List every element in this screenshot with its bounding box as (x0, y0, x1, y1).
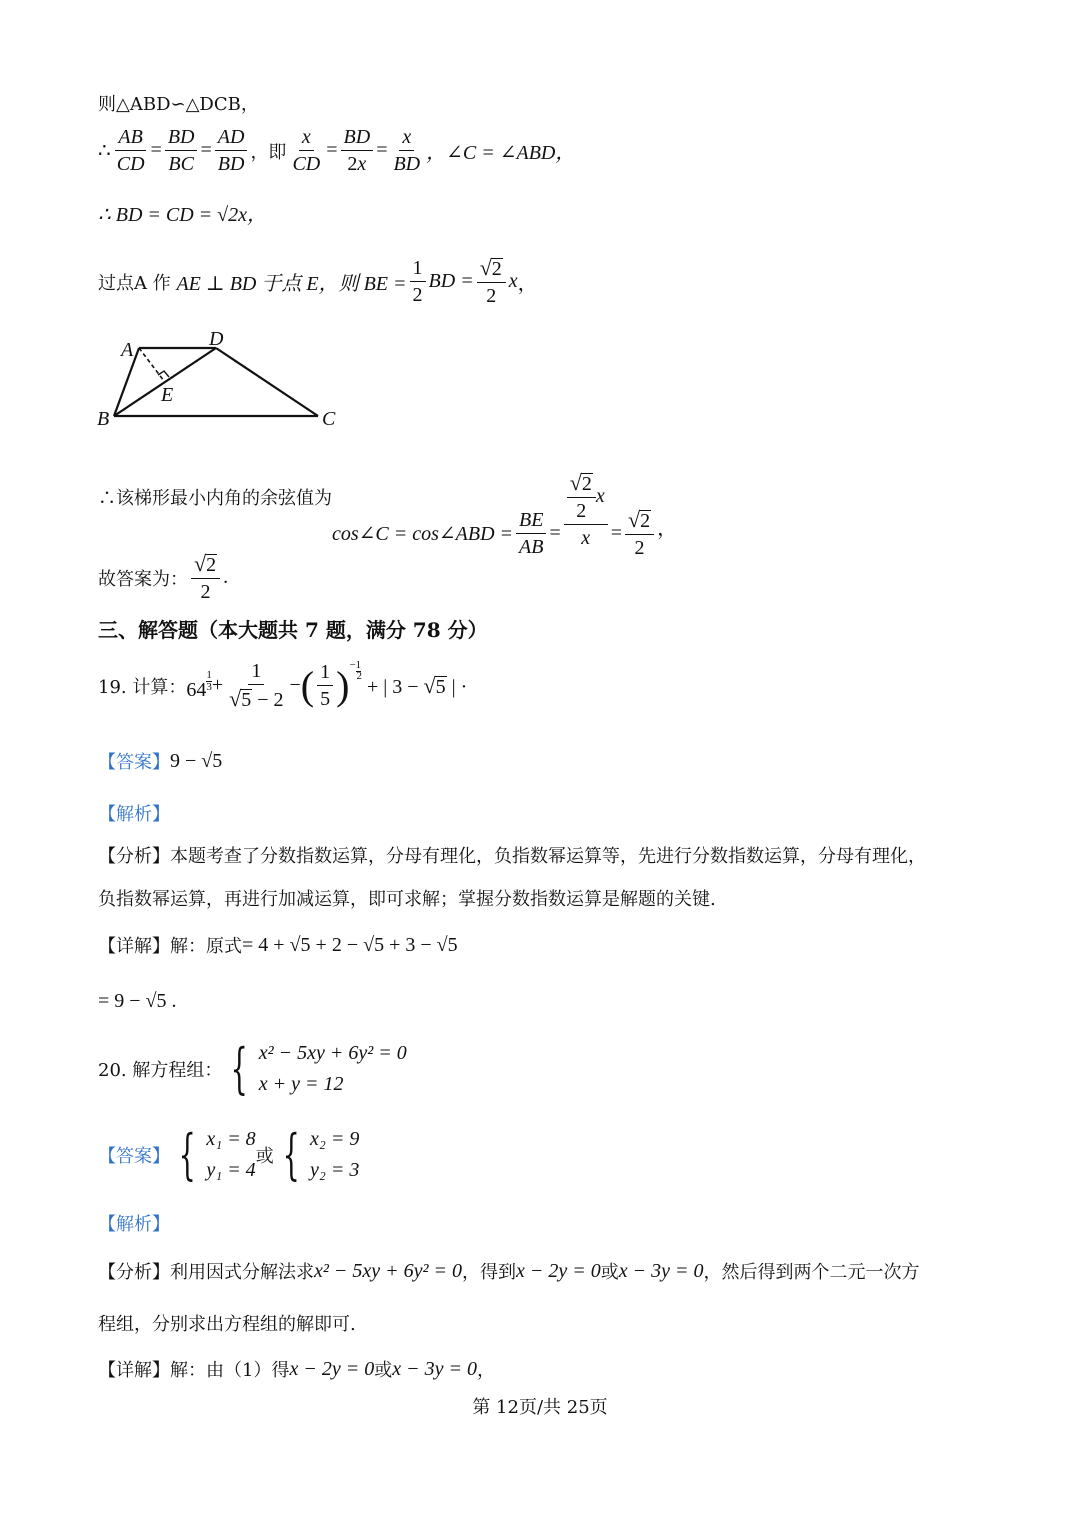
q20-or: 或 (255, 1146, 274, 1167)
q20-eq2: x + y = 12 (258, 1073, 344, 1095)
q20-fenxi-factor-1: x − 2y = 0 (516, 1259, 601, 1282)
label-d: D (209, 328, 224, 350)
fraction-1-over-5: $\frac{1}{5}$ (317, 661, 333, 710)
q20-line (98, 1037, 407, 1100)
proof-line-3 (98, 198, 267, 227)
q19-answer-value: 9 − √5 (170, 749, 223, 772)
q20-label: 20. 解方程组： (98, 1060, 223, 1081)
q20-solution-2: { x₂ = 9 y₂ = 3 (282, 1123, 360, 1186)
q20-detail-factor-1: x − 2y = 0 (289, 1357, 375, 1380)
q20-detail-line (98, 1356, 495, 1382)
trapezoid-figure (95, 325, 355, 435)
fraction-x-cd: $\frac{x}{CD}$ (292, 126, 321, 175)
cos-equality: cos∠C = cos∠ABD = (332, 523, 514, 546)
compound-fraction: $\frac{√2}{2}$ x x (564, 471, 608, 549)
q20-fenxi-text-g: ，然后得到两个二元一次方 (703, 1262, 920, 1283)
fraction-bd-bc: $\frac{BD}{BC}$ (165, 126, 198, 175)
q20-answer-line (98, 1123, 360, 1186)
q19-answer-line (98, 748, 222, 774)
q20-fenxi-text-a: 利用因式分解法求 (170, 1262, 314, 1283)
q19-fenxi-text-1: 本题考查了分数指数运算，分母有理化，负指数幂运算等，先进行分数指数运算，分母有理化， (170, 846, 926, 867)
q19-detail-line-1 (98, 932, 458, 958)
q19-fenxi-tag: 【分析】 (98, 846, 170, 867)
q20-x2: x₂ = 9 (310, 1128, 360, 1150)
fraction-root2-over-2: $\frac{√2}{2}$ (477, 256, 506, 307)
q20-detail-comma: ， (476, 1360, 495, 1381)
q19-analysis-tag: 【解析】 (98, 804, 170, 825)
q20-fenxi-line-1 (98, 1258, 920, 1284)
similar-triangles-text: 则△ABD∽△DCB， (98, 94, 259, 115)
q19-label: 19. 计算： (98, 676, 187, 698)
final-answer-label: 故答案为： (98, 568, 188, 590)
q20-fenxi-line-2 (98, 1310, 356, 1336)
q20-detail-factor-2: x − 3y = 0 (392, 1357, 477, 1380)
q19-line: 19. 计算： 64 $\frac{1}{3}$ + $\frac{1}{√5 - 2}$ − ( $\frac{1}{5}$ ) −1 2 + | 3 − √5 | · (98, 659, 468, 711)
angle-equality: ，∠C = ∠ABD， (426, 142, 576, 164)
q20-fenxi-text-c: ，得到 (462, 1262, 516, 1283)
proof-line-5: ∴该梯形最小内角的余弦值为 cos∠C = cos∠ABD = $\frac{BE}{AB}$ = $\frac{√2}{2}$ x x = $\frac{√2}{2}$ ， (98, 469, 678, 560)
draw-perpendicular-text: 过点A 作 (98, 272, 171, 294)
fraction-answer: $\frac{√2}{2}$ (191, 552, 220, 603)
q20-analysis-line (98, 1210, 170, 1236)
q19-answer-tag: 【答案】 (98, 752, 170, 773)
q20-detail-text-a: 解：由（1）得 (170, 1360, 290, 1381)
proof-line-1 (98, 90, 259, 116)
q19-detail-expr: = 4 + √5 + 2 − √5 + 3 − √5 (242, 933, 458, 956)
q20-detail-tag: 【详解】 (98, 1360, 170, 1381)
bd-equals-cd: ∴ BD = CD = √2x， (98, 204, 268, 226)
q20-y1: y₁ = 4 (206, 1159, 256, 1181)
q20-y2: y₂ = 3 (310, 1159, 360, 1181)
proof-line-2: ∴ $\frac{AB}{CD}$ = $\frac{BD}{BC}$ = $\frac{AD}{BD}$ ，即 $\frac{x}{CD}$ = $\frac{BD}{2x}$ = $\frac{x}{BD}$ ，∠C = ∠ABD， (98, 126, 576, 175)
cosine-text: ∴该梯形最小内角的余弦值为 (98, 488, 332, 509)
q19-detail-line-2 (98, 990, 177, 1013)
fraction-ab-cd: $\frac{AB}{CD}$ (116, 126, 145, 175)
fraction-half: $\frac{1}{2}$ (410, 257, 426, 306)
q19-fenxi-text-2: 负指数幂运算，再进行加减运算，即可求解；掌握分数指数运算是解题的关键. (98, 889, 716, 910)
bd-equals: BD = (428, 270, 474, 293)
fraction-ad-bd: $\frac{AD}{BD}$ (215, 126, 248, 175)
q19-detail-tag: 【详解】 (98, 936, 170, 957)
q19-detail-result: = 9 − √5 . (98, 990, 177, 1012)
fraction-bd-2x: $\frac{BD}{2x}$ (341, 126, 374, 175)
ae-perp-bd: AE ⊥ BD 于点 E，则 BE = (176, 273, 407, 296)
therefore-symbol: ∴ (98, 140, 111, 162)
q20-answer-tag: 【答案】 (98, 1146, 170, 1167)
q20-fenxi-eq: x² − 5xy + 6y² = 0 (314, 1259, 462, 1282)
section-3-title: 三、解答题（本大题共 7 题，满分 78 分） (98, 618, 488, 642)
q20-analysis-tag: 【解析】 (98, 1214, 170, 1235)
q20-fenxi-tag: 【分析】 (98, 1262, 170, 1283)
fraction-1-over-root5-minus2: $\frac{1}{√5 - 2}$ (229, 660, 284, 711)
page-footer: 第 12页/共 25页 (472, 1397, 608, 1418)
label-e: E (161, 384, 174, 406)
proof-line-6: 故答案为： $\frac{√2}{2}$ . (98, 551, 229, 604)
q20-detail-or: 或 (374, 1360, 393, 1381)
q20-system: { x² − 5xy + 6y² = 0 x + y = 12 (230, 1037, 407, 1100)
q19-fenxi-line-2 (98, 885, 716, 911)
q20-x1: x₁ = 8 (206, 1128, 256, 1150)
q20-fenxi-text-2: 程组，分别求出方程组的解即可. (98, 1314, 356, 1335)
label-a: A (121, 339, 134, 361)
ji-text: ，即 (250, 141, 287, 163)
q20-fenxi-factor-2: x − 3y = 0 (618, 1259, 704, 1282)
fraction-x-bd: $\frac{x}{BD}$ (393, 126, 421, 175)
q20-fenxi-or: 或 (600, 1262, 619, 1283)
q19-detail-text-1: 解：原式 (170, 936, 242, 957)
q19-analysis-line (98, 800, 170, 826)
fraction-be-ab: $\frac{BE}{AB}$ (516, 509, 546, 558)
proof-line-4: 过点A 作 AE ⊥ BD 于点 E，则 BE = $\frac{1}{2}$ BD = $\frac{√2}{2}$ x ， (98, 255, 538, 308)
fraction-root2-2-result: $\frac{√2}{2}$ (625, 508, 654, 559)
label-c: C (322, 408, 336, 430)
q19-fenxi-line-1 (98, 842, 926, 868)
q20-eq1: x² − 5xy + 6y² = 0 (258, 1042, 407, 1064)
q20-solution-1: { x₁ = 8 y₁ = 4 (178, 1123, 256, 1186)
label-b: B (97, 408, 110, 430)
